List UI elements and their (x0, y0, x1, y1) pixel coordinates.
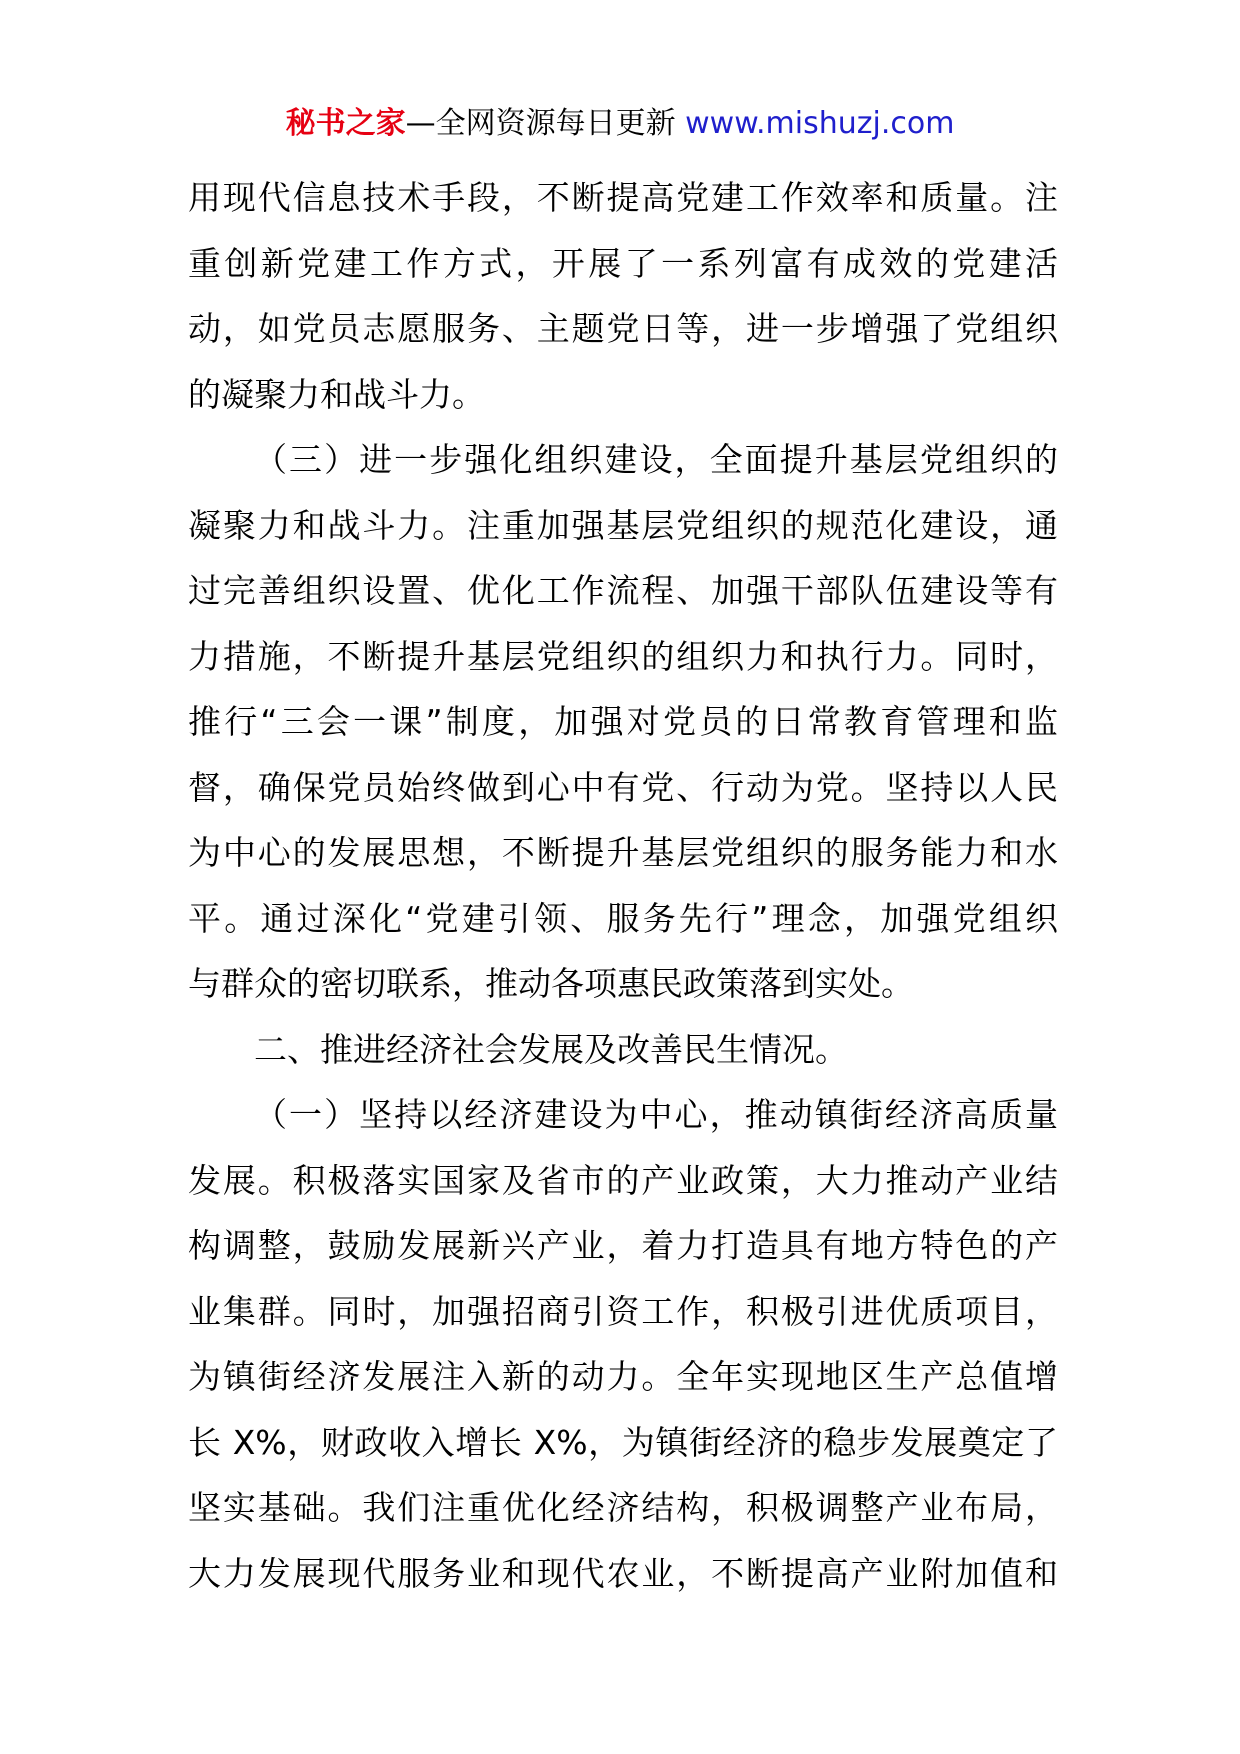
brand-name: 秘书之家 (285, 106, 406, 141)
text-line: 重创新党建工作方式，开展了一系列富有成效的党建活 (188, 243, 1058, 283)
text-line: 发展。积极落实国家及省市的产业政策，大力推动产业结 (188, 1160, 1058, 1200)
header-tagline: —全网资源每日更新 (405, 106, 686, 141)
text-line: 坚实基础。我们注重优化经济结构，积极调整产业布局， (188, 1488, 1058, 1527)
text-line: 动，如党员志愿服务、主题党日等，进一步增强了党组织 (188, 309, 1058, 348)
chapter-heading-line: 二、推进经济社会发展及改善民生情况。 (254, 1029, 848, 1069)
text-line: 平。通过深化“党建引领、服务先行”理念，加强党组织 (188, 898, 1058, 938)
text-line: 的凝聚力和战斗力。 (188, 374, 485, 414)
text-line: 长 X%，财政收入增长 X%，为镇街经济的稳步发展奠定了 (188, 1422, 1058, 1462)
text-line: 为中心的发展思想，不断提升基层党组织的服务能力和水 (188, 833, 1058, 872)
text-line: 为镇街经济发展注入新的动力。全年实现地区生产总值增 (188, 1357, 1058, 1396)
document-body (188, 165, 1058, 1606)
text-line: 业集群。同时，加强招商引资工作，积极引进优质项目， (188, 1291, 1058, 1331)
text-line: 过完善组织设置、优化工作流程、加强干部队伍建设等有 (188, 571, 1058, 610)
text-line: 力措施，不断提升基层党组织的组织力和执行力。同时， (188, 636, 1058, 676)
text-line: 督，确保党员始终做到心中有党、行动为党。坚持以人民 (188, 767, 1058, 807)
text-line: 凝聚力和战斗力。注重加强基层党组织的规范化建设，通 (188, 505, 1058, 545)
section-heading-line: （一）坚持以经济建设为中心，推动镇街经济高质量 (254, 1095, 1058, 1134)
text-line: 构调整，鼓励发展新兴产业，着力打造具有地方特色的产 (188, 1226, 1058, 1265)
site-url-link[interactable]: www.mishuzj.com (685, 106, 955, 141)
text-line: 用现代信息技术手段，不断提高党建工作效率和质量。注 (188, 178, 1058, 217)
site-header (0, 100, 1240, 148)
text-line: 推行“三会一课”制度，加强对党员的日常教育管理和监 (188, 702, 1058, 741)
text-line: 大力发展现代服务业和现代农业，不断提高产业附加值和 (188, 1553, 1058, 1593)
text-line: 与群众的密切联系，推动各项惠民政策落到实处。 (188, 964, 914, 1003)
section-heading-line: （三）进一步强化组织建设，全面提升基层党组织的 (254, 440, 1058, 479)
